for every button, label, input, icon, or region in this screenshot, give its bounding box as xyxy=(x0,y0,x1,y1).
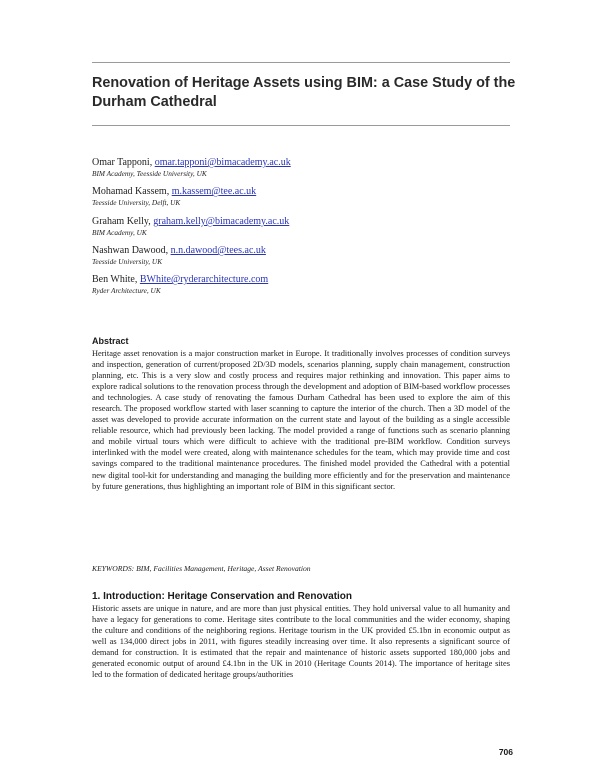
section-heading: 1. Introduction: Heritage Conservation and Renovation xyxy=(92,591,353,602)
author-block xyxy=(92,245,512,266)
paper-title: Renovation of Heritage Assets using BIM: a Case Study of the Durham Cathedral xyxy=(92,75,516,110)
author-email-link[interactable]: graham.kelly@bimacademy.ac.uk xyxy=(153,216,290,227)
author-affiliation: Ryder Architecture, UK xyxy=(92,286,161,295)
author-block xyxy=(92,157,512,178)
author-name: Nashwan Dawood, xyxy=(92,245,171,256)
author-block xyxy=(92,274,512,295)
author-email-link[interactable]: n.n.dawood@tees.ac.uk xyxy=(170,245,266,256)
author-email-link[interactable]: BWhite@ryderarchitecture.com xyxy=(139,274,269,285)
author-name: Graham Kelly, xyxy=(92,216,154,227)
section-body-text: Historic assets are unique in nature, and are more than just physical entities. They hold universal value to all humanity and have a legacy for generations to come. Heritage sites contribute to the local communities and the wider economy, shaping the culture and conditions of the neighboring regions. Heritage tourism in the UK provided £5.1bn in economic output as well as 134,000 direct jobs in 2011, with figures steadily increasing over time. It also represents a significant source of demand for construction. It is estimated that the repair and maintenance of historic assets supported 180,000 jobs and generated economic output of around £4.1bn in the UK in 2010 (Heritage Counts 2014). The importance of heritage sites led to the formation of dedicated heritage groups/authorities xyxy=(92,604,510,680)
abstract-text: Heritage asset renovation is a major construction market in Europe. It traditionally involves processes of condition surveys and inspection, generation of current/proposed 2D/3D models, scenarios planning, supply chain management, construction planning, etc. This is a very slow and costly process and requires major rethinking and innovation. This paper aims to explore radical solutions to the renovation process through the development and adoption of BIM-based workflow processes and technologies. A case study of renovating the famous Durham Cathedral has been used to explore the aim of this research. The proposed workflow started with laser scanning to capture the interior of the church. Then a 3D model of the asset was developed to provide accurate information on the current state and layout of the building as a single accessible reliable resource, which had previously been lacking. The model provided a range of functions such as scenario planning and mobile virtual tours which were difficult to achieve with the traditional pre-BIM workflow. Condition surveys interlinked with the model were created, along with maintenance schedules for the team, which may provide time and cost savings compared to the traditional maintenance procedures. The finished model provided the Cathedral with a potential new digital tool-kit for understanding and managing the building more efficiently and for the preservation and maintenance by future generations, thus highlighting an important role of BIM in this significant sector. xyxy=(92,349,510,491)
title-rule xyxy=(92,125,510,126)
author-name: Omar Tapponi, xyxy=(92,157,155,168)
author-block xyxy=(92,186,512,207)
author-email-link[interactable]: m.kassem@tee.ac.uk xyxy=(171,186,257,197)
author-name: Mohamad Kassem, xyxy=(92,186,172,197)
author-affiliation: BIM Academy, UK xyxy=(92,228,147,237)
author-block xyxy=(92,216,512,237)
author-name: Ben White, xyxy=(92,274,140,285)
author-affiliation: Teesside University, Delft, UK xyxy=(92,198,181,207)
author-email-link[interactable]: omar.tapponi@bimacademy.ac.uk xyxy=(154,157,291,168)
abstract-heading: Abstract xyxy=(92,336,129,346)
author-affiliation: BIM Academy, Teesside University, UK xyxy=(92,169,207,178)
author-affiliation: Teesside University, UK xyxy=(92,257,163,266)
page-number: 706 xyxy=(498,747,513,757)
keywords: KEYWORDS: BIM, Facilities Management, Heritage, Asset Renovation xyxy=(92,564,311,573)
top-rule xyxy=(92,62,510,63)
